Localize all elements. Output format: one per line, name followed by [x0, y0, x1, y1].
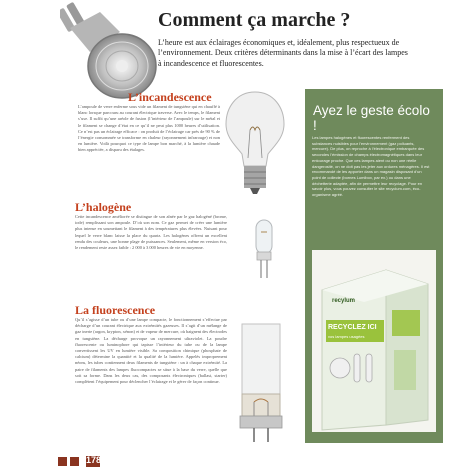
halogene-heading: L’halogène: [75, 200, 132, 214]
intro-paragraph: L’heure est aux éclairages économiques et, idéalement, plus respectueux de l’environnement. Deux critères déterminants dans la mise à l’écart des lampes à incandescence et fluorescentes.: [158, 38, 408, 68]
fluorescent-tube-image: [236, 320, 286, 446]
page-number: 178: [86, 455, 102, 465]
footer-decor-square: [58, 457, 67, 466]
halogen-capsule-image: [252, 218, 276, 280]
recycling-box-image: [312, 250, 436, 432]
fluorescence-text: Qu’il s’agisse d’un tube ou d’une lampe compacte, le fonctionnement s’effectue par décharge d’un courant électrique aux extrémités gazeuses. Il s’agit d’un mélange de gaz inerte (argon, krypton, xénon) et de vapeur de mercure, où baignent des électrodes en tungstène. La décharge provoque un rayonnement ultraviolet. La poudre fluorescente ou luminophore qui tapisse l’intérieur du tube ou de la lampe convertissent les UV en lumière visible. Sa composition chimique (phosphate de calcium) détermine la quantité et la qualité de la lumière. Appelés improprement néons, les tubes contiennent deux filaments de tungstène : un à chaque extrémité. La paire de filaments des lampes fluocompactes se situe à la base du verre, quelle que soit sa forme. Dans les deux cas, des composants électroniques (ballast, starter) complètent l’équipement pour déclencher l’éclairage et le gérer de façon continue.: [75, 317, 227, 385]
incandescence-heading: L’incandescence: [128, 90, 212, 104]
recycling-box-photo: [312, 250, 436, 432]
sidebar-title: Ayez le geste écolo !: [313, 103, 430, 133]
box-title: RECYCLEZ ICI: [328, 324, 377, 331]
box-subtitle: vos lampes usagées: [328, 334, 365, 339]
incandescent-bulb-image: [222, 88, 288, 196]
page-title: Comment ça marche ?: [158, 9, 351, 31]
footer-decor-square: [70, 457, 79, 466]
box-brand: recylum: [332, 298, 356, 304]
fluorescence-heading: La fluorescence: [75, 303, 156, 317]
halogene-text: Cette incandescence améliorée se distingue de son aînée par le gaz halogéné (brome, iode) remplissant son ampoule. D’où son nom. Ce gaz permet de créer une lumière plus intense en soumettant le filament à des températures plus élevées. Nuisant pour lequel le verre blanc laisse la place du quartz. Les halogènes offrent un excellent rendu des couleurs, une bonne plage de puissances. Seulement, même en version éco, le rendement reste assez faible : 2 000 à 3 000 heures de vie en moyenne.: [75, 214, 227, 251]
sidebar-text: Les lampes halogènes et fluorescentes renferment des substances nuisibles pour l’environnement (gaz polluants, mercure). De plus, on reproche à l’électronique embarquée des secondes l’émission de champs électromagnétiques dans leur entourage proche. Que ces lampes aient ou non une réelle dangerosité, on ne doit pas les jeter aux ordures ménagères. Il est recommandé de les apporter dans un magasin disposant d’un point de collecte (bornes Lumibox, par ex.) ou dans une déchetterie adaptée, afin de permettre leur recyclage. Pour en savoir plus, vous pouvez consulter le site recyclum.com, éco-organisme agréé.: [312, 135, 430, 198]
incandescence-text: L’ampoule de verre enferme sous vide un filament de tungstène qui en chauffé à blanc lorsque parcouru au courant électrique traverse. Avec le temps, le filament s’use. Il suffit qu’une aréole de fusion (l’intérieur de l’ampoule) sur le métal et le filament se change d’état en ce qu’il ne peut plus 1000 heures d’utilisation. Ce n’est pas un éclairage efficace : on produit de l’éclairage car près de 90 % de l’énergie consommée se transforme en chaleur (rayonnement infrarouge) et non en lumière. Voilà pourquoi ce type de lampe bon marché, à la lumière chaude bien appréciée, a disparu des étalages.: [78, 104, 220, 153]
halogen-spotlight-image: [60, 2, 158, 104]
